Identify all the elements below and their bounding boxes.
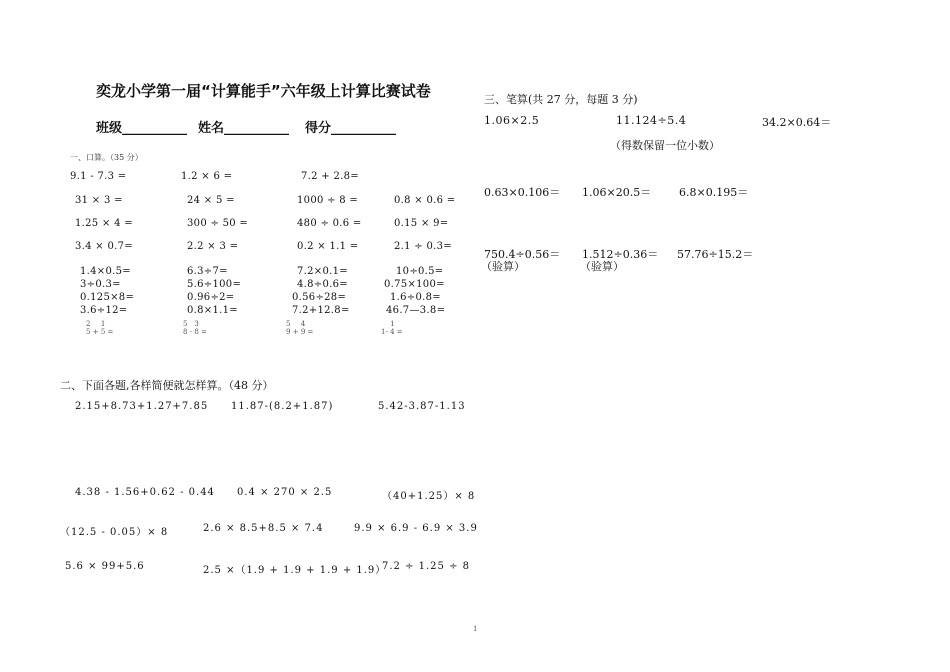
problem: 24 × 5 = xyxy=(187,195,235,206)
fraction-problem: 1- 1 4 = xyxy=(381,320,403,336)
problem: 1.06×20.5＝ xyxy=(582,186,652,199)
problem: 6.3÷7= xyxy=(187,266,228,277)
problem: 0.56÷28= xyxy=(292,292,347,303)
problem: 4.38 - 1.56+0.62 - 0.44 xyxy=(75,487,215,498)
problem: 0.2 × 1.1 = xyxy=(297,241,359,252)
problem: 0.125×8= xyxy=(80,292,135,303)
page-number: 1 xyxy=(473,625,478,633)
problem: 0.4 × 270 × 2.5 xyxy=(237,487,333,498)
problem: 3.6÷12= xyxy=(80,305,128,316)
page-title: 奕龙小学第一届“计算能手”六年级上计算比赛试卷 xyxy=(96,82,431,100)
problem: 1.6÷0.8= xyxy=(390,292,441,303)
problem: 0.8×1.1= xyxy=(187,305,238,316)
problem: 750.4÷0.56＝ xyxy=(484,248,561,261)
rounding-note: （得数保留一位小数） xyxy=(610,139,720,152)
problem: 11.87-(8.2+1.87) xyxy=(231,401,334,412)
problem: 9.1 - 7.3 = xyxy=(70,171,127,182)
problem: 0.15 × 9= xyxy=(394,218,449,229)
problem: 1.512÷0.36＝ xyxy=(582,248,659,261)
problem: 34.2×0.64＝ xyxy=(762,116,832,129)
problem: 2.15+8.73+1.27+7.85 xyxy=(75,401,209,412)
problem: 2.2 × 3 = xyxy=(187,241,239,252)
problem: 46.7—3.8= xyxy=(386,305,446,316)
problem: 4.8÷0.6= xyxy=(297,279,348,290)
problem: 0.96÷2= xyxy=(187,292,235,303)
problem: 5.6÷100= xyxy=(187,279,242,290)
problem: 0.75×100= xyxy=(384,279,445,290)
problem: 7.2 ÷ 1.25 ÷ 8 xyxy=(382,561,471,572)
fraction-problem: 5 8 - 3 8 = xyxy=(183,320,207,336)
problem: 0.63×0.106＝ xyxy=(484,186,561,199)
fraction-problem: 5 9 + 4 9 = xyxy=(286,320,314,336)
problem: 9.9 × 6.9 - 6.9 × 3.9 xyxy=(354,523,478,534)
problem: 6.8×0.195＝ xyxy=(679,186,749,199)
score-field-label: 得分__________ xyxy=(305,121,397,136)
problem: 7.2+12.8= xyxy=(292,305,350,316)
problem: 11.124÷5.4 xyxy=(616,114,687,127)
problem: 3÷0.3= xyxy=(80,279,121,290)
problem: 10÷0.5= xyxy=(396,266,444,277)
problem: 3.4 × 0.7= xyxy=(75,241,133,252)
section1-heading: 一、口算。（35 分） xyxy=(70,153,143,162)
problem: 31 × 3 = xyxy=(75,195,123,206)
problem: 1.25 × 4 = xyxy=(75,218,133,229)
problem: 5.42-3.87-1.13 xyxy=(378,401,466,412)
name-field-label: 姓名__________ xyxy=(198,121,290,136)
problem: 7.2×0.1= xyxy=(297,266,348,277)
check-label: （验算） xyxy=(481,260,525,273)
section3-heading: 三、笔算(共 27 分，每题 3 分) xyxy=(484,93,638,106)
problem: 2.5 ×（1.9 + 1.9 + 1.9 + 1.9） xyxy=(203,565,387,576)
problem: 2.1 ÷ 0.3= xyxy=(394,241,452,252)
problem: 5.6 × 99+5.6 xyxy=(65,561,145,572)
problem: 300 ÷ 50 = xyxy=(187,218,249,229)
problem: （40+1.25）× 8 xyxy=(382,491,476,502)
problem: 480 ÷ 0.6 = xyxy=(297,218,362,229)
problem: 0.8 × 0.6 = xyxy=(394,195,456,206)
problem: 2.6 × 8.5+8.5 × 7.4 xyxy=(203,523,324,534)
problem: （12.5 - 0.05）× 8 xyxy=(60,527,169,538)
check-label: （验算） xyxy=(580,260,624,273)
class-field-label: 班级__________ xyxy=(96,121,188,136)
problem: 1.4×0.5= xyxy=(80,266,131,277)
problem: 1.2 × 6 = xyxy=(181,171,233,182)
problem: 1.06×2.5 xyxy=(484,114,540,127)
fraction-problem: 2 5 + 1 5 = xyxy=(86,320,114,336)
section2-heading: 二、下面各题,各样简便就怎样算。（48 分） xyxy=(60,379,274,392)
problem: 1000 ÷ 8 = xyxy=(297,195,359,206)
problem: 7.2 + 2.8= xyxy=(301,171,359,182)
problem: 57.76÷15.2＝ xyxy=(677,248,754,261)
